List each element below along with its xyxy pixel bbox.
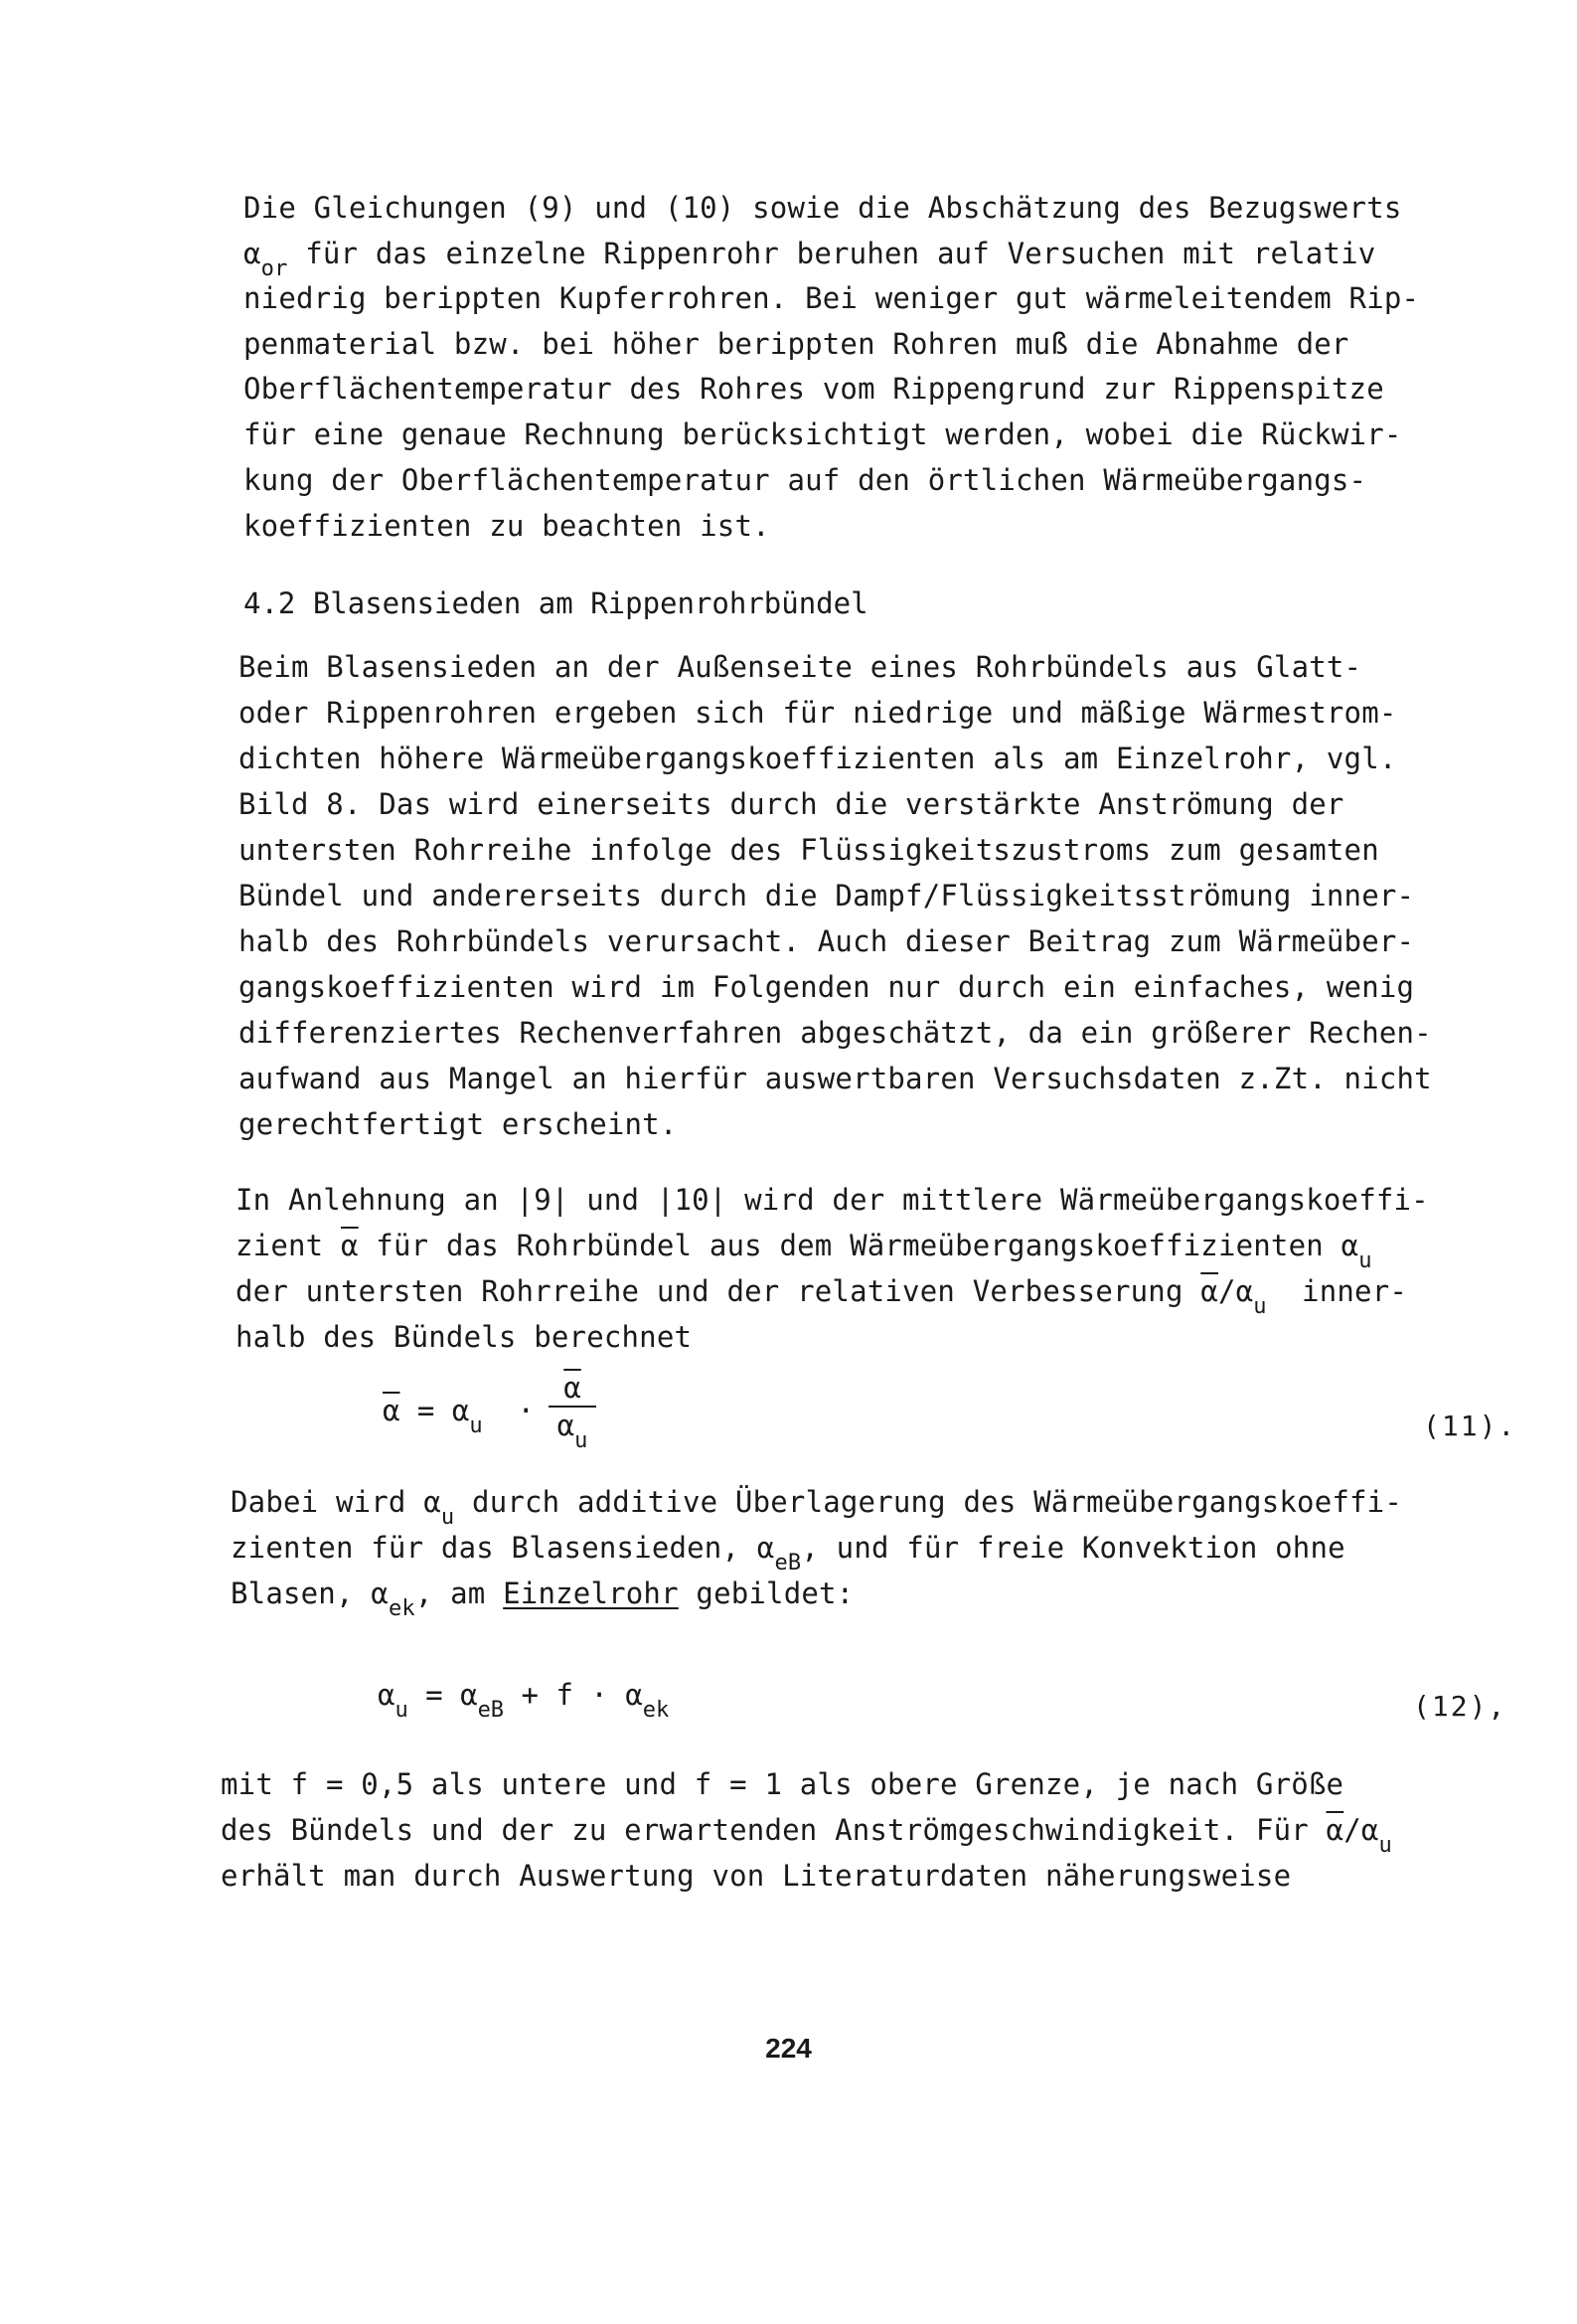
paragraph1-line3: niedrig berippten Kupferrohren. Bei weniger gut wärmeleitendem Rip-: [243, 281, 1420, 315]
eq12-c: + f · α: [504, 1678, 643, 1712]
underlined-word: Einzelrohr: [503, 1577, 679, 1610]
paragraph5-line2-c: /α: [1343, 1813, 1379, 1847]
paragraph2-line9: differenziertes Rechenverfahren abgeschätzt, da ein größerer Rechen-: [238, 1016, 1432, 1050]
eq11-lhs: $\overline{\alpha}$: [383, 1394, 400, 1427]
eq11-denominator: [549, 1409, 596, 1453]
eq11-fraction: [549, 1371, 596, 1453]
alpha-bar-symbol: $\overline{\alpha}$: [1200, 1274, 1218, 1308]
paragraph5-line1: mit f = 0,5 als untere und f = 1 als obere Grenze, je nach Größe: [221, 1767, 1344, 1801]
paragraph2-line5: untersten Rohrreihe infolge des Flüssigkeitszustroms zum gesamten: [238, 833, 1379, 867]
paragraph5-line2: [221, 1813, 1392, 1858]
alpha-subscript: u: [440, 1505, 455, 1530]
eq11-den-alpha: α: [556, 1409, 575, 1442]
alpha-subscript: u: [1253, 1294, 1267, 1319]
equation-12-number: (12),: [1413, 1690, 1507, 1723]
paragraph1-line2: [243, 237, 1376, 281]
paragraph4-line1-a: Dabei wird α: [231, 1485, 441, 1519]
paragraph3-line4: halb des Bündels berechnet: [236, 1320, 693, 1354]
paragraph2-line10: aufwand aus Mangel an hierfür auswertbaren Versuchsdaten z.Zt. nicht: [238, 1062, 1432, 1095]
paragraph5-line3: erhält man durch Auswertung von Literaturdaten näherungsweise: [221, 1859, 1292, 1893]
paragraph1-line7: kung der Oberflächentemperatur auf den örtlichen Wärmeübergangs-: [243, 463, 1367, 497]
eq11-fraction-bar: [549, 1406, 596, 1408]
eq12-b: = α: [407, 1678, 478, 1712]
paragraph1-line8: koeffizienten zu beachten ist.: [243, 509, 770, 543]
paragraph4-line2: [231, 1531, 1345, 1576]
paragraph2-line4: Bild 8. Das wird einerseits durch die verstärkte Anströmung der: [238, 787, 1344, 821]
paragraph2-line3: dichten höhere Wärmeübergangskoeffizienten als am Einzelrohr, vgl.: [238, 742, 1397, 775]
equation-12: [378, 1678, 670, 1723]
paragraph5-line2-a: des Bündels und der zu erwartenden Anströmgeschwindigkeit. Für: [221, 1813, 1327, 1847]
eq12-a: α: [378, 1678, 395, 1712]
eq11-sub: u: [469, 1413, 483, 1438]
eq12-b-sub: eB: [477, 1698, 505, 1723]
paragraph1-line1: Die Gleichungen (9) und (10) sowie die Abschätzung des Bezugswerts: [243, 191, 1402, 225]
alpha-symbol: α: [243, 237, 261, 270]
eq11-eq: = α: [399, 1394, 470, 1427]
paragraph3-line2: [236, 1229, 1372, 1273]
alpha-subscript: ek: [388, 1596, 415, 1621]
equation-11: [383, 1394, 535, 1438]
paragraph2-line2: oder Rippenrohren ergeben sich für niedrige und mäßige Wärmestrom-: [238, 696, 1397, 730]
paragraph1-line6: für eine genaue Rechnung berücksichtigt werden, wobei die Rückwir-: [243, 417, 1402, 451]
paragraph3-line2-c: für das Rohrbündel aus dem Wärmeübergangskoeffizienten α: [358, 1229, 1359, 1262]
paragraph3-line3: [236, 1274, 1408, 1319]
alpha-subscript: or: [260, 256, 288, 281]
paragraph4-line2-a: zienten für das Blasensieden, α: [231, 1531, 775, 1565]
paragraph4-line1: [231, 1485, 1402, 1530]
paragraph2-line8: gangskoeffizienten wird im Folgenden nur durch ein einfaches, wenig: [238, 970, 1415, 1004]
paragraph1-line5: Oberflächentemperatur des Rohres vom Rippengrund zur Rippenspitze: [243, 372, 1384, 406]
page-number: 224: [765, 2033, 812, 2064]
paragraph4-line3-b: , am: [414, 1577, 504, 1610]
paragraph4-line3-a: Blasen, α: [231, 1577, 389, 1610]
alpha-subscript: eB: [774, 1551, 802, 1576]
paragraph4-line2-b: , und für freie Konvektion ohne: [801, 1531, 1345, 1565]
paragraph2-line6: Bündel und andererseits durch die Dampf/Flüssigkeitsströmung inner-: [238, 879, 1415, 913]
paragraph4-line3: [231, 1577, 855, 1621]
paragraph3-line3-d: inner-: [1266, 1274, 1408, 1308]
paragraph1-line4: penmaterial bzw. bei höher berippten Rohren muß die Abnahme der: [243, 327, 1349, 361]
eq11-numerator: $\overline{\alpha}$: [563, 1371, 581, 1405]
alpha-subscript: u: [1378, 1833, 1392, 1858]
paragraph2-line11: gerechtfertigt erscheint.: [238, 1107, 678, 1141]
eq12-c-sub: ek: [642, 1698, 670, 1723]
paragraph3-line1: In Anlehnung an |9| und |10| wird der mittlere Wärmeübergangskoeffi-: [236, 1183, 1429, 1217]
paragraph3-line3-c: /α: [1217, 1274, 1254, 1308]
paragraph4-line1-b: durch additive Überlagerung des Wärmeübergangskoeffi-: [454, 1485, 1402, 1519]
paragraph3-line2-a: zient: [236, 1229, 341, 1262]
alpha-bar-symbol: $\overline{\alpha}$: [1326, 1813, 1344, 1847]
equation-11-number: (11).: [1423, 1410, 1517, 1442]
paragraph2-line1: Beim Blasensieden an der Außenseite eines Rohrbündels aus Glatt-: [238, 650, 1362, 684]
alpha-subscript: u: [1358, 1248, 1372, 1273]
paragraph4-line3-c: gebildet:: [678, 1577, 855, 1610]
paragraph2-line7: halb des Rohrbündels verursacht. Auch dieser Beitrag zum Wärmeüber-: [238, 924, 1415, 958]
eq11-dot: ·: [482, 1394, 535, 1427]
alpha-bar-symbol: $\overline{\alpha}$: [340, 1229, 359, 1262]
eq11-den-sub: u: [574, 1428, 588, 1453]
eq12-a-sub: u: [394, 1698, 408, 1723]
paragraph3-line3-a: der untersten Rohrreihe und der relativen Verbesserung: [236, 1274, 1201, 1308]
paragraph1-line2-text: für das einzelne Rippenrohr beruhen auf Versuchen mit relativ: [287, 237, 1376, 270]
section-heading: 4.2 Blasensieden am Rippenrohrbündel: [243, 586, 868, 620]
